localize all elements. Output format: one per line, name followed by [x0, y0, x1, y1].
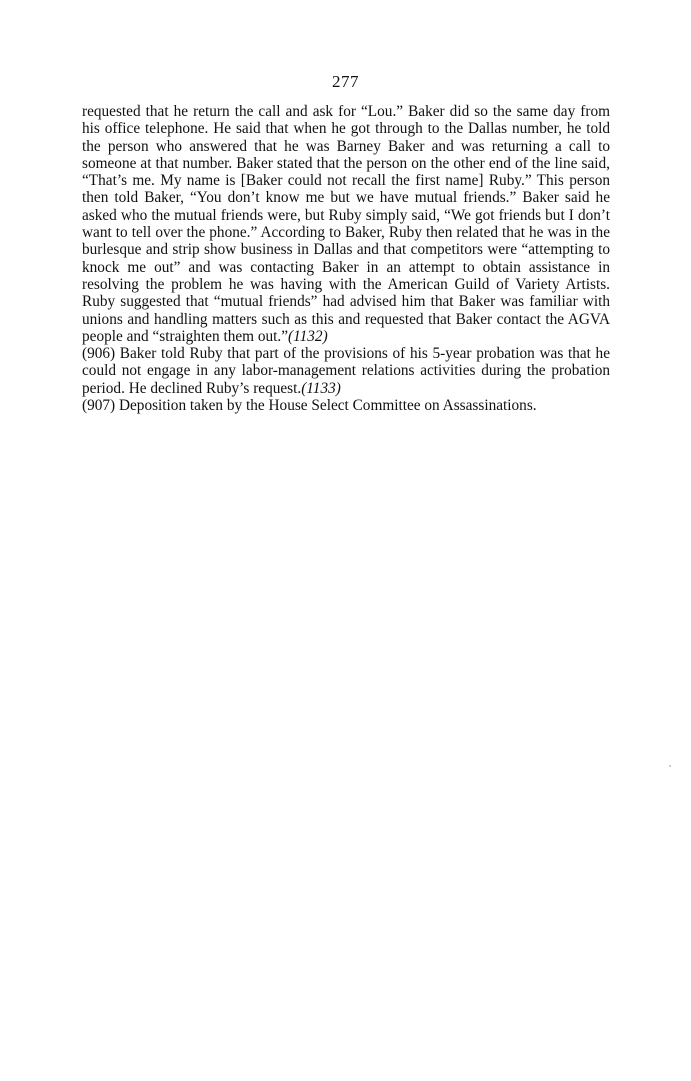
scan-speck — [669, 765, 671, 767]
paragraph-text: (907) Deposition taken by the House Select Committee on Assassinations. — [82, 397, 537, 415]
document-body — [82, 103, 610, 414]
footnote-reference: (1133) — [301, 379, 341, 397]
footnote-reference: (1132) — [288, 327, 328, 345]
paragraph-baker-call — [82, 103, 610, 345]
paragraph-906 — [82, 345, 610, 397]
paragraph-text: requested that he return the call and ask for “Lou.” Baker did so the same day from his office telephone. He said that when he got through to the Dallas number, he told the person who answered that he was Barney Baker and was returning a call to someone at that number. Baker stated that the person on the other end of the line said, “That’s me. My name is [Baker could not recall the first name] Ruby.” This person then told Baker, “You don’t know me but we have mutual friends.” Baker said he asked who the mutual friends were, but Ruby simply said, “We got friends but I don’t want to tell over the phone.” According to Baker, Ruby then related that he was in the burlesque and strip show business in Dallas and that competitors were “attempting to knock me out” and was contacting Baker in an attempt to obtain assistance in resolving the problem he was having with the American Guild of Variety Artists. Ruby suggested that “mutual friends” had advised him that Baker was familiar with unions and handling matters such as this and requested that Baker contact the AGVA people and “straighten them out.” — [82, 103, 610, 345]
paragraph-text: (906) Baker told Ruby that part of the provisions of his 5-year probation was that he could not engage in any labor-management relations activities during the probation period. He declined Ruby’s request. — [82, 345, 610, 397]
page-number: 277 — [332, 72, 359, 91]
paragraph-907 — [82, 397, 610, 414]
